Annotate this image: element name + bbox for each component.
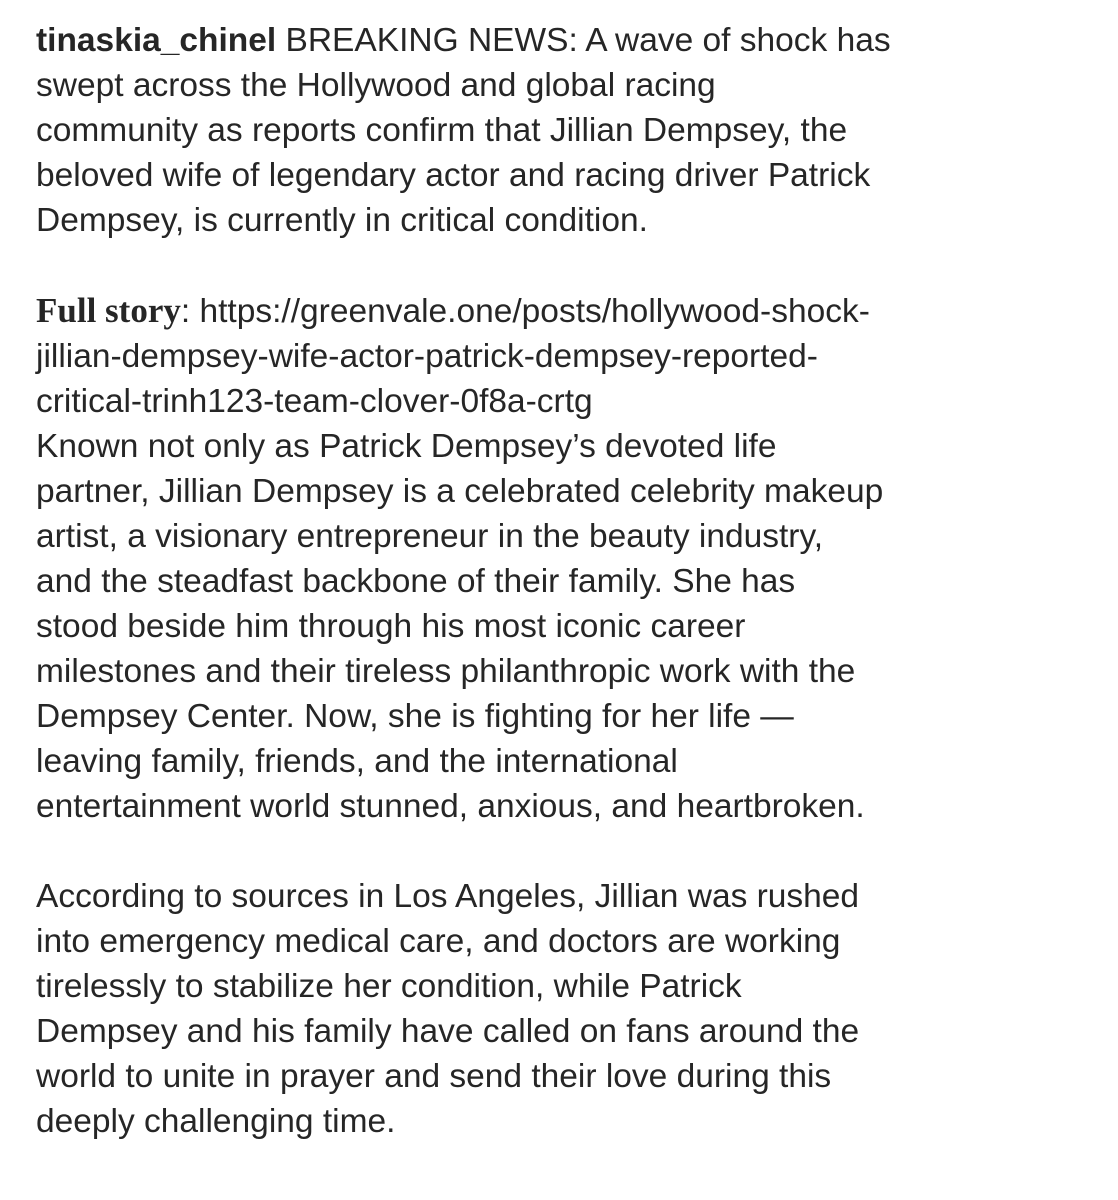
intro-text: BREAKING NEWS: A wave of shock has swept across the Hollywood and global racing community as reports confirm that Jillian Dempsey, the beloved wife of legendary actor and racing driver Patrick Dempsey, is currently in critical condition. [36, 22, 891, 239]
caption-intro-paragraph [36, 18, 1106, 243]
full-story-colon: : [180, 293, 191, 330]
post-caption [36, 18, 1106, 1144]
full-story-label: Full story [36, 291, 181, 330]
username-link[interactable]: tinaskia_chinel [36, 22, 277, 59]
paragraph-spacer [36, 243, 1106, 288]
full-story-paragraph [36, 288, 1106, 424]
full-story-link[interactable]: https://greenvale.one/posts/hollywood-shock- jillian-dempsey-wife-actor-patrick-dempsey-reported- critical-trinh123-team-clover-0f8a-crtg [36, 293, 870, 420]
body-paragraph-2: Known not only as Patrick Dempsey’s devoted life partner, Jillian Dempsey is a celebrated celebrity makeup artist, a visionary entrepreneur in the beauty industry, and the steadfast backbone of their family. She has stood beside him through his most iconic career milestones and their tireless philanthropic work with the Dempsey Center. Now, she is fighting for her life — leaving family, friends, and the international entertainment world stunned, anxious, and heartbroken. [36, 428, 884, 825]
paragraph-spacer [36, 829, 1106, 874]
body-paragraph-3: According to sources in Los Angeles, Jillian was rushed into emergency medical care, and doctors are working tirelessly to stabilize her condition, while Patrick Dempsey and his family have called on fans around the world to unite in prayer and send their love during this deeply challenging time. [36, 878, 860, 1140]
